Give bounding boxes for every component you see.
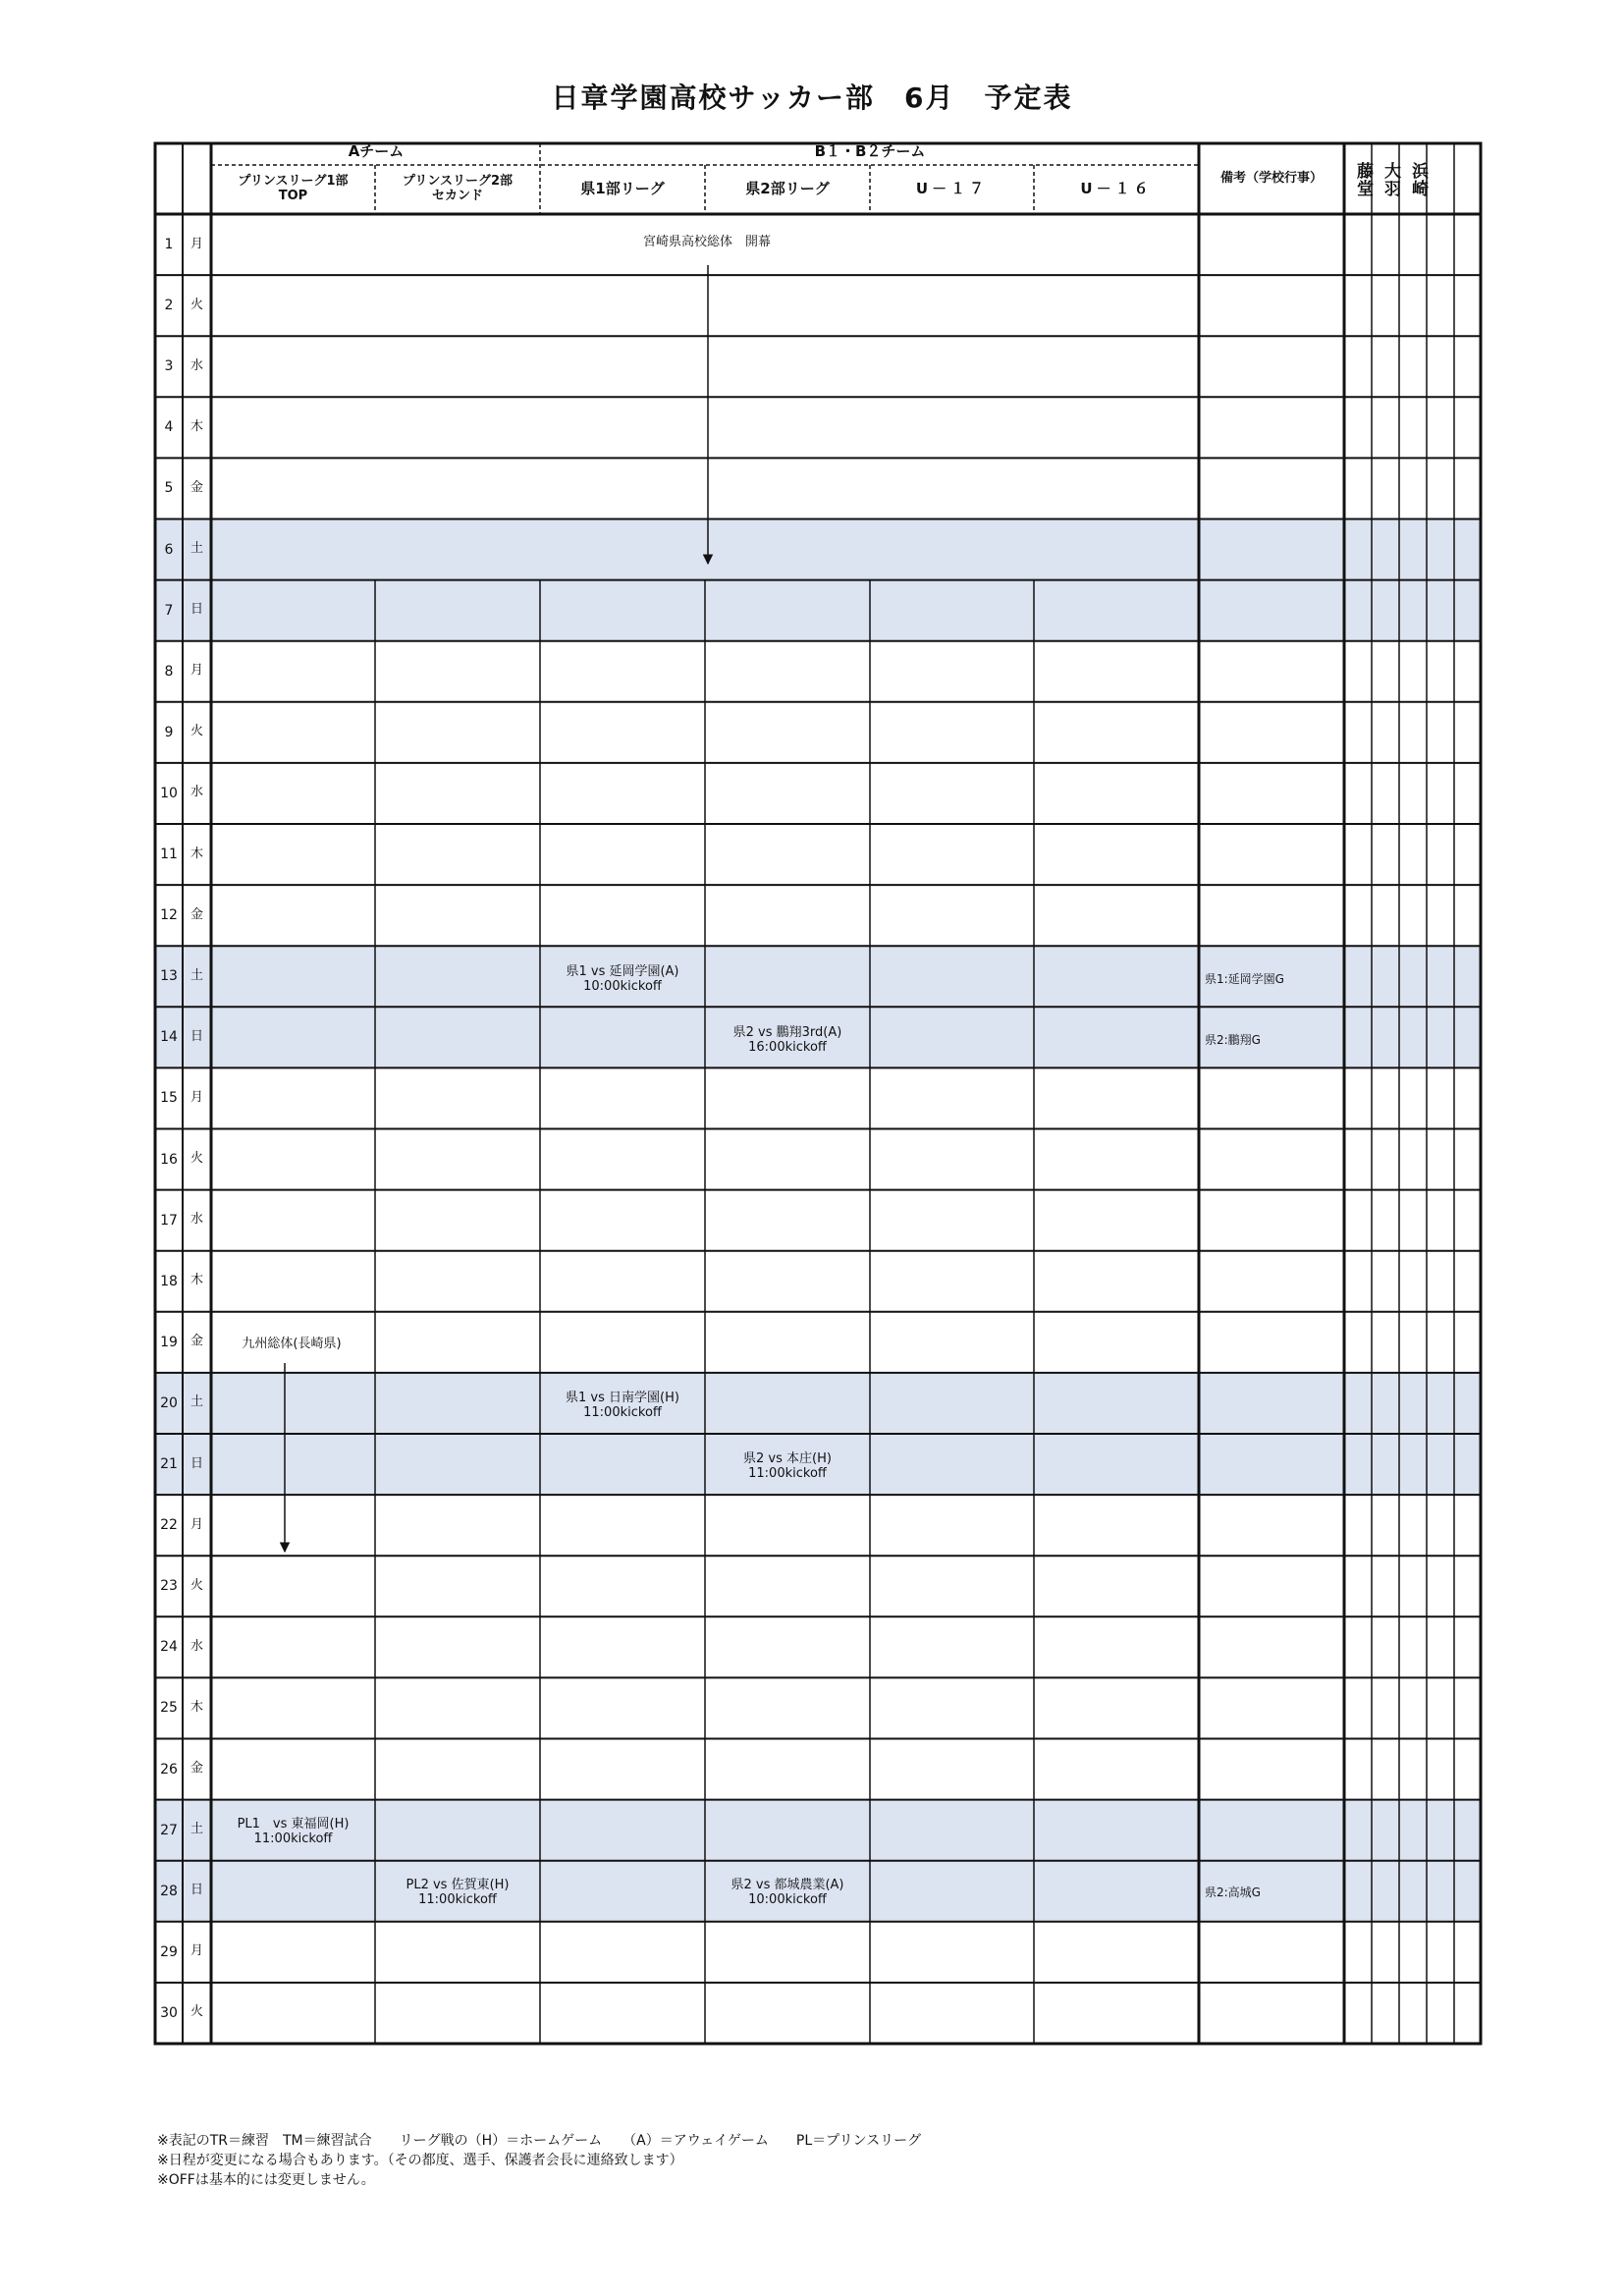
day-number: 21 (160, 1456, 178, 1472)
day-number: 5 (164, 480, 174, 497)
weekday-label: 月 (189, 1943, 203, 1959)
weekday-label: 火 (189, 724, 203, 739)
staff-3-header: 浜崎 (1408, 162, 1428, 197)
day-number: 16 (160, 1151, 178, 1168)
remark-d14: 県2:鵬翔G (1205, 1033, 1261, 1048)
day-number: 28 (160, 1883, 178, 1899)
event-d28-league2-match: 県2 vs 都城農業(A) (731, 1878, 844, 1893)
event-d13-league1-match: 県1 vs 延岡学園(A) (566, 964, 679, 980)
weekday-label: 木 (189, 1699, 203, 1715)
day-number: 25 (160, 1700, 178, 1717)
footer-line-2: ※日程が変更になる場合もあります。（その都度、選手、保護者会長に連絡致します） (157, 2153, 683, 2168)
col-league2-header: 県2部リーグ (745, 180, 830, 198)
weekday-label: 金 (189, 906, 203, 922)
weekday-label: 水 (189, 785, 203, 800)
staff-1-header: 藤堂 (1353, 162, 1373, 197)
event-d14-league2-time: 16:00kickoff (748, 1040, 827, 1055)
day-number: 24 (160, 1639, 178, 1656)
weekday-label: 水 (189, 357, 203, 373)
event-d20-league1 (541, 1385, 704, 1428)
group-b-header: B１・B２チーム (814, 142, 926, 161)
day-number: 23 (160, 1578, 178, 1595)
event-d28-prince2-match: PL2 vs 佐賀東(H) (406, 1878, 510, 1893)
weekday-label: 木 (189, 846, 203, 861)
day-number: 26 (160, 1761, 178, 1777)
col-prince2-line2: セカンド (431, 189, 483, 203)
day-number: 17 (160, 1212, 178, 1229)
weekday-label: 土 (189, 1394, 203, 1410)
remark-d13: 県1:延岡学園G (1205, 972, 1284, 987)
weekday-label: 火 (189, 2004, 203, 2020)
day-number: 22 (160, 1517, 178, 1534)
event-d27-prince1-match: PL1 vs 東福岡(H) (237, 1817, 350, 1832)
weekday-label: 金 (189, 479, 203, 495)
day-number: 2 (164, 298, 174, 314)
day-number: 29 (160, 1943, 178, 1960)
event-d28-league2-time: 10:00kickoff (748, 1892, 827, 1907)
weekday-label: 月 (189, 1516, 203, 1532)
weekday-label: 木 (189, 418, 203, 434)
footer-line-1: ※表記のTR＝練習 TM＝練習試合 リーグ戦の（H）＝ホームゲーム （A）＝アウェイゲーム PL＝プリンスリーグ (157, 2133, 922, 2149)
event-d21-league2-time: 11:00kickoff (748, 1466, 827, 1481)
day-number: 8 (164, 663, 174, 680)
weekday-label: 土 (189, 541, 203, 557)
weekend-row-fill (155, 1373, 1481, 1434)
day-number: 1 (164, 237, 174, 252)
day-number: 3 (164, 358, 174, 375)
day-number: 18 (160, 1273, 178, 1289)
day-number: 27 (160, 1822, 178, 1838)
weekday-label: 月 (189, 663, 203, 679)
prefectural-meet-event: 宮崎県高校総体 開幕 (642, 234, 771, 249)
weekday-label: 土 (189, 1822, 203, 1837)
weekday-label: 土 (189, 967, 203, 983)
event-d13-league1 (541, 958, 704, 1002)
weekday-label: 日 (189, 1455, 203, 1471)
day-number: 14 (160, 1029, 178, 1046)
day-number: 6 (164, 541, 174, 558)
event-d14-league2-match: 県2 vs 鵬翔3rd(A) (732, 1025, 842, 1041)
weekday-label: 月 (189, 1089, 203, 1105)
table-border (155, 143, 1481, 2044)
weekday-label: 日 (189, 602, 203, 618)
col-prince1-header (211, 165, 375, 214)
col-u17-header: U－１７ (915, 180, 989, 198)
day-number: 7 (164, 602, 174, 619)
day-number: 9 (164, 724, 174, 740)
event-d21-league2 (706, 1446, 869, 1489)
col-league1-header: 県1部リーグ (580, 180, 665, 198)
staff-2-header: 大羽 (1380, 162, 1400, 197)
weekday-label: 水 (189, 1212, 203, 1228)
event-d27-prince1-time: 11:00kickoff (253, 1831, 333, 1846)
kyushu-meet-event: 九州総体(長崎県) (242, 1336, 342, 1351)
col-prince1-line1: プリンスリーグ1部 (238, 174, 349, 190)
weekday-label: 木 (189, 1273, 203, 1288)
event-d28-prince2 (376, 1872, 539, 1915)
day-number: 4 (164, 419, 174, 436)
day-number: 19 (160, 1334, 178, 1350)
weekend-row-fill (155, 519, 1481, 580)
day-number: 11 (160, 847, 178, 862)
event-d28-prince2-time: 11:00kickoff (418, 1892, 497, 1907)
col-prince2-header (375, 165, 540, 214)
day-number: 20 (160, 1394, 178, 1411)
weekday-label: 火 (189, 297, 203, 312)
event-d20-league1-match: 県1 vs 日南学園(H) (566, 1391, 679, 1406)
day-number: 30 (160, 2004, 178, 2021)
weekday-label: 月 (189, 236, 203, 251)
day-number: 13 (160, 968, 178, 985)
weekday-label: 日 (189, 1028, 203, 1044)
col-prince1-line2: TOP (278, 189, 308, 203)
weekend-row-fill (155, 580, 1481, 641)
event-d28-league2 (706, 1872, 869, 1915)
event-d14-league2 (706, 1019, 869, 1063)
remark-d28: 県2:高城G (1205, 1886, 1261, 1900)
weekday-label: 金 (189, 1334, 203, 1349)
col-prince2-line1: プリンスリーグ2部 (402, 174, 514, 190)
day-number: 12 (160, 907, 178, 924)
event-d21-league2-match: 県2 vs 本庄(H) (743, 1451, 832, 1467)
footer-notes (157, 2131, 921, 2190)
weekday-label: 日 (189, 1883, 203, 1898)
footer-line-3: ※OFFは基本的には変更しません。 (157, 2172, 375, 2188)
event-d20-league1-time: 11:00kickoff (583, 1405, 662, 1420)
event-d13-league1-time: 10:00kickoff (583, 979, 662, 994)
weekday-label: 水 (189, 1638, 203, 1654)
day-number: 15 (160, 1090, 178, 1107)
event-d27-prince1 (211, 1811, 375, 1854)
weekday-label: 火 (189, 1151, 203, 1167)
weekday-label: 火 (189, 1577, 203, 1593)
group-a-header: Aチーム (348, 142, 405, 161)
day-number: 10 (160, 785, 178, 801)
col-remarks-header: 備考（学校行事） (1219, 170, 1323, 186)
col-u16-header: U－１６ (1080, 180, 1153, 198)
page-title: 日章学園高校サッカー部 6月 予定表 (551, 82, 1073, 114)
weekday-label: 金 (189, 1761, 203, 1777)
